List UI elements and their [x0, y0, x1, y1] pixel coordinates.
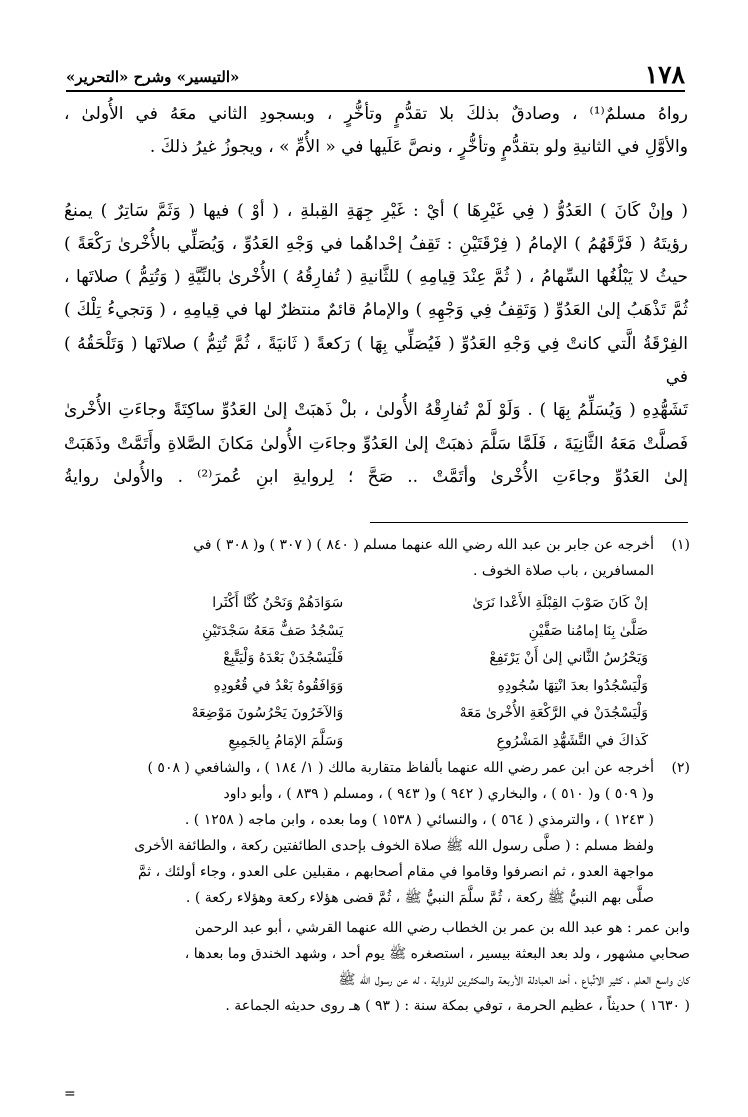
footnote-marker: (١) — [671, 537, 690, 553]
poem-verse — [62, 700, 648, 728]
footnote-marker: (٢) — [671, 760, 690, 776]
verse-first-hemistich: وَيَحْرُسُ الثَّاني إلىٰ أَنْ يَرْتَفِعْ — [489, 650, 648, 666]
paragraph-2 — [64, 195, 688, 495]
verse-first-hemistich: إنْ كَانَ صَوْبَ القِبْلَةِ الأَعْدا نَرَىٰ — [472, 595, 648, 611]
footnote-line: وابن عمر : هو عبد الله بن عمر بن الخطاب رضي الله عنهما القرشي ، أبو عبد الرحمن — [194, 920, 690, 936]
footnote-1 — [62, 532, 690, 755]
text-line: حيثُ لا يَبْلُغُها السِّهامُ ، ( ثُمَّ عِنْدَ قِيامِهِ ) للثَّانيةِ ( تُفارِقُهُ ) الأُخْرىٰ بالنِّيَّةِ ( وَتُتِمُّ ) صلاتَها ، — [64, 267, 688, 288]
footnote-line: أخرجه عن ابن عمر رضي الله عنهما بألفاظ متقاربة مالك ( ١/ ١٨٤ ) ، والشافعي ( ٥٠٨ ) — [147, 760, 654, 776]
footnote-body — [62, 532, 654, 755]
poem-verse — [62, 590, 648, 618]
poem-verse — [62, 645, 648, 673]
footnote-line: المسافرين ، باب صلاة الخوف . — [472, 563, 654, 579]
footnote-separator — [370, 522, 688, 523]
footnote-body — [62, 755, 654, 911]
footnote-line: ( ١٢٤٣ ) ، والترمذي ( ٥٦٤ ) ، والنسائي ( ١٥٣٨ ) وما بعده ، وابن ماجه ( ١٢٥٨ ) . — [184, 812, 654, 828]
footnote-line: صحابي مشهور ، ولد بعد البعثة بيسير ، استصغره ﷺ يوم أحد ، وشهد الخندق وما بعدها ، — [184, 946, 690, 962]
verse-second-hemistich: فَلْيَسْجُدَنْ بَعْدَهُ وَلْيَتَّبِعْ — [223, 650, 344, 666]
text-line: إلىٰ العَدُوِّ وجاءَتِ الأُخْرىٰ وأتَمَّتْ .. صَحَّ ؛ لِروايةِ ابنِ عُمرَ⁽²⁾ . والأُولىٰ روايةُ — [64, 466, 689, 487]
text-line: رواهُ مسلمٌ⁽¹⁾ ، وصادقٌ بذلكَ بلا تقدُّمٍ وتأخُّرٍ ، وبسجودِ الثاني معَهُ في الأُولىٰ ، — [64, 104, 688, 124]
verse-second-hemistich: وَوَافَقُوهُ بَعْدُ في قُعُودِهِ — [213, 677, 344, 694]
footnote-line: كان واسع العلم ، كثير الاتِّباع ، أحد العبادلة الأربعة والمكثرين للرواية ، له عن رسول الله ﷺ — [338, 972, 690, 988]
verse-first-hemistich: صَلَّىٰ بِنَا إمامُنا صَفَّيْنِ — [528, 622, 648, 639]
text-line: الفِرْقَةُ الَّتي كانتْ فِي وَجْهِ العَدُوِّ ( فَيُصَلِّي بِهَا ) رَكعةً ( ثَانيَةً ، ثُمَّ تُتِمُّ ) صلاتَها ( وَتَلْحَقُهُ ) في — [64, 333, 688, 388]
paragraph-1 — [64, 98, 688, 165]
verse-first-hemistich: كَذاكَ في التَّشَهُّدِ المَشْرُوعِ — [496, 732, 648, 749]
footnote-line: مواجهة العدو ، ثم انصرفوا وقاموا في مقام أصحابهم ، مقبلين على العدو ، وجاء أولئك ، ثمَّ — [137, 864, 654, 880]
running-title: «التيسير» وشرح «التحرير» — [66, 68, 240, 86]
verse-second-hemistich: وَسَلَّمَ الإمَامُ بِالجَمِيعِ — [228, 732, 344, 749]
continuation-marker: = — [64, 1086, 76, 1102]
text-line: رؤيتَهُ ( فَرَّقَهُمُ ) الإمامُ ( فِرْقَتَيْنِ : تَقِفُ إحْداهُما في وَجْهِ العَدُوِّ ، وَيُصَلِّي بالأُخْرىٰ رَكْعَةً ) — [64, 233, 688, 254]
poem-verse — [62, 618, 648, 646]
footnotes — [62, 532, 690, 1019]
footnote-line: صلَّى بهم النبيُّ ﷺ ركعة ، ثُمَّ سلَّمَ النبيُّ ﷺ ، ثُمَّ قضى هؤلاء ركعة وهؤلاء ركعة ) . — [185, 890, 654, 906]
text-line: والأوَّلِ في الثانيةِ ولو بتقدُّمٍ وتأخُّرٍ ، ونصَّ عَلَيها في « الأُمِّ » ، ويجوزُ غيرُ ذلكَ . — [149, 137, 688, 158]
footnote-line: و( ٥٠٩ ) و( ٥١٠ ) ، والبخاري ( ٩٤٢ ) و( ٩٤٣ ) ، ومسلم ( ٨٣٩ ) ، وأبو داود — [223, 786, 654, 802]
text-line: ثُمَّ تَذْهَبُ إلىٰ العَدُوِّ ( وَتَقِفُ فِي وَجْهِهِ ) والإمامُ قائمٌ منتظرٌ لها في قِيامِهِ ، ( وَتجيءُ تِلْكَ ) — [64, 300, 688, 321]
footnote-line: ( ١٦٣٠ ) حديثاً ، عظيم الحرمة ، توفي بمكة سنة : ( ٩٣ ) هـ روى حديثه الجماعة . — [225, 998, 690, 1014]
poem-verse — [62, 728, 648, 756]
poem — [62, 590, 648, 755]
footnote-line: ولفظ مسلم : ( صلَّى رسول الله ﷺ صلاة الخوف بإحدى الطائفتين ركعة ، والطائفة الأخرى — [134, 838, 654, 854]
text-line: تَشَهُّدِهِ ( وَيُسَلِّمُ بِهَا ) . وَلَوْ لَمْ تُفارِقْهُ الأُولىٰ ، بلْ ذَهبَتْ إلىٰ العَدُوِّ ساكِتَةً وجاءَتِ الأُخْرىٰ — [64, 400, 688, 421]
page-header — [66, 60, 685, 92]
text-line: ( وإنْ كَانَ ) العَدُوُّ ( فِي غَيْرِهَا ) أيْ : غَيْرِ جِهَةِ القِبلةِ ، ( أوْ ) فيها ( وَثَمَّ سَاتِرٌ ) يمنعُ — [64, 200, 688, 221]
poem-verse — [62, 673, 648, 701]
verse-first-hemistich: وَلْيَسْجُدُوا بعدَ انْتِهَا سُجُودِهِ — [497, 677, 648, 694]
verse-first-hemistich: وَلْيَسْجُدَنْ في الرَّكْعَةِ الأُخْرىٰ مَعَهْ — [459, 705, 648, 721]
narrator-biography — [62, 915, 690, 1019]
verse-second-hemistich: سَوَادَهُمْ وَنَحْنُ كُنَّا أَكْثَرا — [212, 595, 344, 611]
verse-second-hemistich: يَسْجُدُ صَفٌّ مَعَهُ سَجْدَتَيْنِ — [202, 622, 344, 639]
footnote-2 — [62, 755, 690, 911]
verse-second-hemistich: وَالآخَرُونَ يَحْرُسُونَ مَوْضِعَهْ — [191, 705, 344, 721]
text-line: فَصلَّتْ مَعَهُ الثَّانِيَةَ ، فَلَمَّا سَلَّمَ ذهبَتْ إلىٰ العَدُوِّ وجاءَتِ الأُولىٰ مَكانَ الصَّلاةِ وأَتَمَّتْ وذَهَبَتْ — [64, 433, 688, 454]
main-text — [64, 98, 688, 494]
page-number: ١٧٨ — [644, 60, 685, 89]
footnote-line: أخرجه عن جابر بن عبد الله رضي الله عنهما مسلم ( ٨٤٠ ) ( ٣٠٧ ) و( ٣٠٨ ) في — [193, 537, 654, 553]
